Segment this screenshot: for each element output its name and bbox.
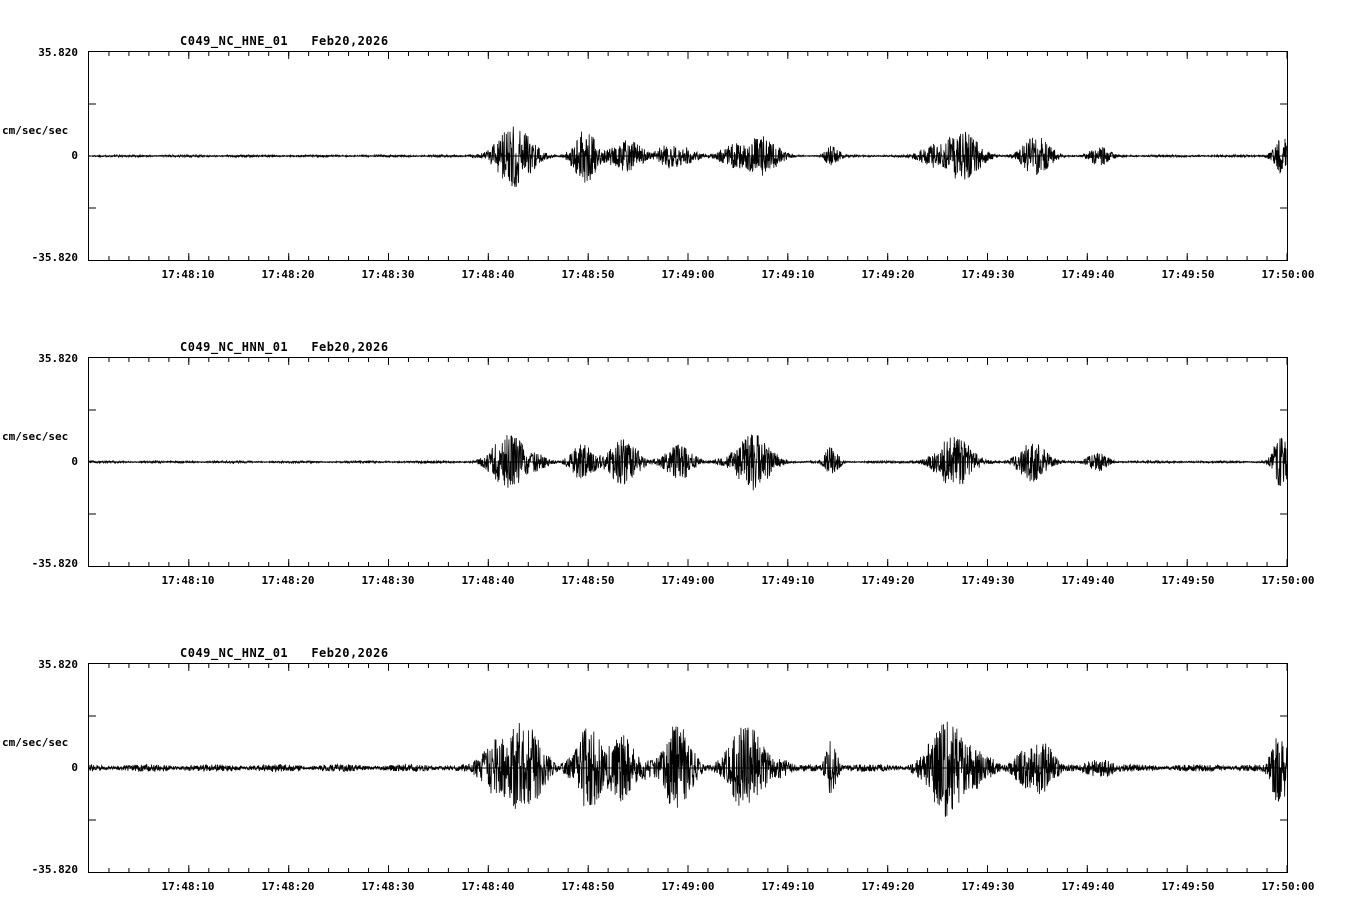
x-tick-label: 17:48:40	[461, 268, 515, 281]
waveform-trace	[89, 358, 1287, 566]
x-tick-label: 17:49:50	[1161, 880, 1215, 893]
y-axis-unit-label: cm/sec/sec	[2, 430, 69, 443]
x-tick-label: 17:49:00	[661, 574, 715, 587]
x-tick-label: 17:48:50	[561, 574, 615, 587]
x-axis-tick-labels	[88, 880, 1315, 896]
plot-frame	[88, 51, 1288, 261]
waveform-trace	[89, 52, 1287, 260]
x-tick-label: 17:49:30	[961, 574, 1015, 587]
y-axis-unit-label: cm/sec/sec	[2, 736, 69, 749]
x-tick-label: 17:49:50	[1161, 574, 1215, 587]
y-tick-min: -35.820	[31, 557, 78, 570]
x-tick-label: 17:49:20	[861, 574, 915, 587]
x-tick-label: 17:49:50	[1161, 268, 1215, 281]
y-tick-max: 35.820	[38, 46, 78, 59]
x-tick-label: 17:48:40	[461, 880, 515, 893]
x-tick-label: 17:49:00	[661, 268, 715, 281]
plot-frame	[88, 663, 1288, 873]
y-tick-zero: 0	[71, 455, 78, 468]
x-tick-label: 17:50:00	[1261, 268, 1315, 281]
x-tick-label: 17:50:00	[1261, 880, 1315, 893]
x-tick-label: 17:49:30	[961, 880, 1015, 893]
x-tick-label: 17:48:30	[361, 880, 415, 893]
x-tick-label: 17:49:10	[761, 574, 815, 587]
x-tick-label: 17:49:30	[961, 268, 1015, 281]
y-tick-zero: 0	[71, 761, 78, 774]
x-tick-label: 17:48:40	[461, 574, 515, 587]
panel-title: C049_NC_HNE_01 Feb20,2026	[180, 34, 389, 48]
x-tick-label: 17:49:20	[861, 268, 915, 281]
seismogram-panel-hnz	[0, 618, 1358, 918]
y-tick-zero: 0	[71, 149, 78, 162]
x-tick-label: 17:49:40	[1061, 574, 1115, 587]
x-tick-label: 17:48:10	[161, 268, 215, 281]
x-tick-label: 17:48:10	[161, 880, 215, 893]
x-tick-label: 17:48:50	[561, 268, 615, 281]
x-tick-label: 17:48:20	[261, 268, 315, 281]
panel-title: C049_NC_HNZ_01 Feb20,2026	[180, 646, 389, 660]
y-tick-min: -35.820	[31, 251, 78, 264]
x-tick-label: 17:49:10	[761, 880, 815, 893]
x-tick-label: 17:49:10	[761, 268, 815, 281]
y-axis-unit-label: cm/sec/sec	[2, 124, 69, 137]
x-tick-label: 17:49:20	[861, 880, 915, 893]
x-tick-label: 17:49:40	[1061, 880, 1115, 893]
seismogram-panel-hne	[0, 6, 1358, 306]
x-tick-label: 17:48:50	[561, 880, 615, 893]
x-axis-tick-labels	[88, 574, 1315, 590]
x-tick-label: 17:48:10	[161, 574, 215, 587]
y-tick-max: 35.820	[38, 658, 78, 671]
y-tick-min: -35.820	[31, 863, 78, 876]
x-tick-label: 17:49:00	[661, 880, 715, 893]
seismogram-panel-hnn	[0, 312, 1358, 612]
y-tick-max: 35.820	[38, 352, 78, 365]
x-axis-tick-labels	[88, 268, 1315, 284]
x-tick-label: 17:48:30	[361, 268, 415, 281]
x-tick-label: 17:48:20	[261, 880, 315, 893]
x-tick-label: 17:50:00	[1261, 574, 1315, 587]
x-tick-label: 17:49:40	[1061, 268, 1115, 281]
x-tick-label: 17:48:30	[361, 574, 415, 587]
panel-title: C049_NC_HNN_01 Feb20,2026	[180, 340, 389, 354]
waveform-trace	[89, 664, 1287, 872]
plot-frame	[88, 357, 1288, 567]
x-tick-label: 17:48:20	[261, 574, 315, 587]
